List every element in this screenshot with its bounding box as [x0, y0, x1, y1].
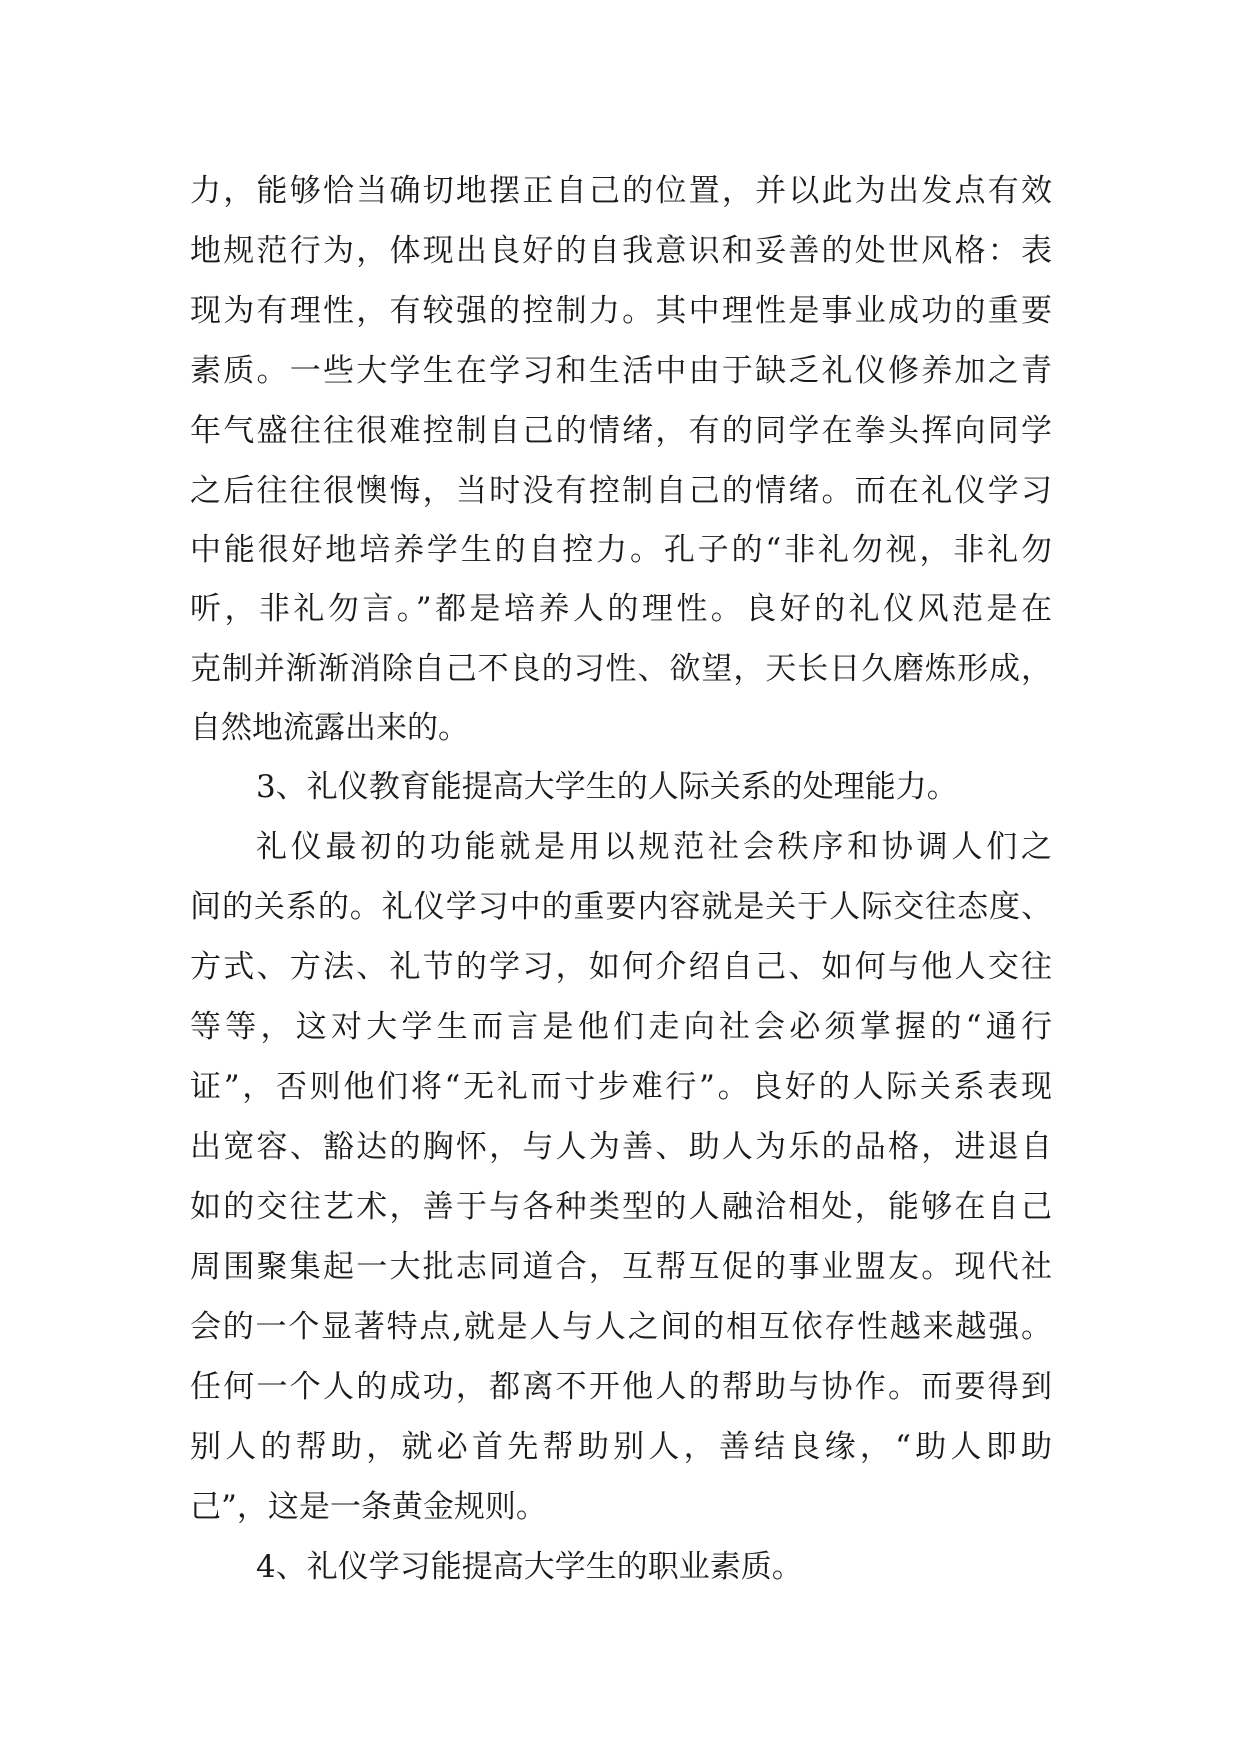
paragraph-line: 如的交往艺术，善于与各种类型的人融洽相处，能够在自己 — [190, 1189, 1052, 1225]
paragraph-line: 之后往往很懊悔，当时没有控制自己的情绪。而在礼仪学习 — [190, 473, 1052, 509]
paragraph-line: 地规范行为，体现出良好的自我意识和妥善的处世风格：表 — [190, 233, 1052, 269]
paragraph-line: 等等，这对大学生而言是他们走向社会必须掌握的“通行 — [190, 1009, 1052, 1045]
paragraph-line: 礼仪最初的功能就是用以规范社会秩序和协调人们之 — [256, 829, 1052, 865]
paragraph-line: 自然地流露出来的。 — [190, 710, 469, 746]
paragraph-line: 素质。一些大学生在学习和生活中由于缺乏礼仪修养加之青 — [190, 353, 1052, 389]
paragraph-line: 周围聚集起一大批志同道合，互帮互促的事业盟友。现代社 — [190, 1249, 1052, 1285]
paragraph-line: 年气盛往往很难控制自己的情绪，有的同学在拳头挥向同学 — [190, 413, 1052, 449]
paragraph-line: 己”，这是一条黄金规则。 — [190, 1489, 547, 1525]
paragraph-line: 方式、方法、礼节的学习，如何介绍自己、如何与他人交往 — [190, 949, 1052, 985]
section-heading: 4、礼仪学习能提高大学生的职业素质。 — [256, 1549, 803, 1585]
paragraph-line: 中能很好地培养学生的自控力。孔子的“非礼勿视，非礼勿 — [190, 532, 1052, 568]
paragraph-line: 任何一个人的成功，都离不开他人的帮助与协作。而要得到 — [190, 1369, 1052, 1405]
section-heading: 3、礼仪教育能提高大学生的人际关系的处理能力。 — [256, 769, 958, 805]
paragraph-line: 听，非礼勿言。”都是培养人的理性。良好的礼仪风范是在 — [190, 591, 1052, 627]
paragraph-line: 克制并渐渐消除自己不良的习性、欲望，天长日久磨炼形成， — [190, 651, 1052, 687]
paragraph-line: 会的一个显著特点,就是人与人之间的相互依存性越来越强。 — [190, 1309, 1052, 1345]
paragraph-line: 出宽容、豁达的胸怀，与人为善、助人为乐的品格，进退自 — [190, 1129, 1052, 1165]
paragraph-line: 证”，否则他们将“无礼而寸步难行”。良好的人际关系表现 — [190, 1069, 1052, 1105]
paragraph-line: 力，能够恰当确切地摆正自己的位置，并以此为出发点有效 — [190, 173, 1052, 209]
paragraph-line: 别人的帮助，就必首先帮助别人，善结良缘，“助人即助 — [190, 1429, 1052, 1465]
paragraph-line: 现为有理性，有较强的控制力。其中理性是事业成功的重要 — [190, 293, 1052, 329]
paragraph-line: 间的关系的。礼仪学习中的重要内容就是关于人际交往态度、 — [190, 889, 1052, 925]
